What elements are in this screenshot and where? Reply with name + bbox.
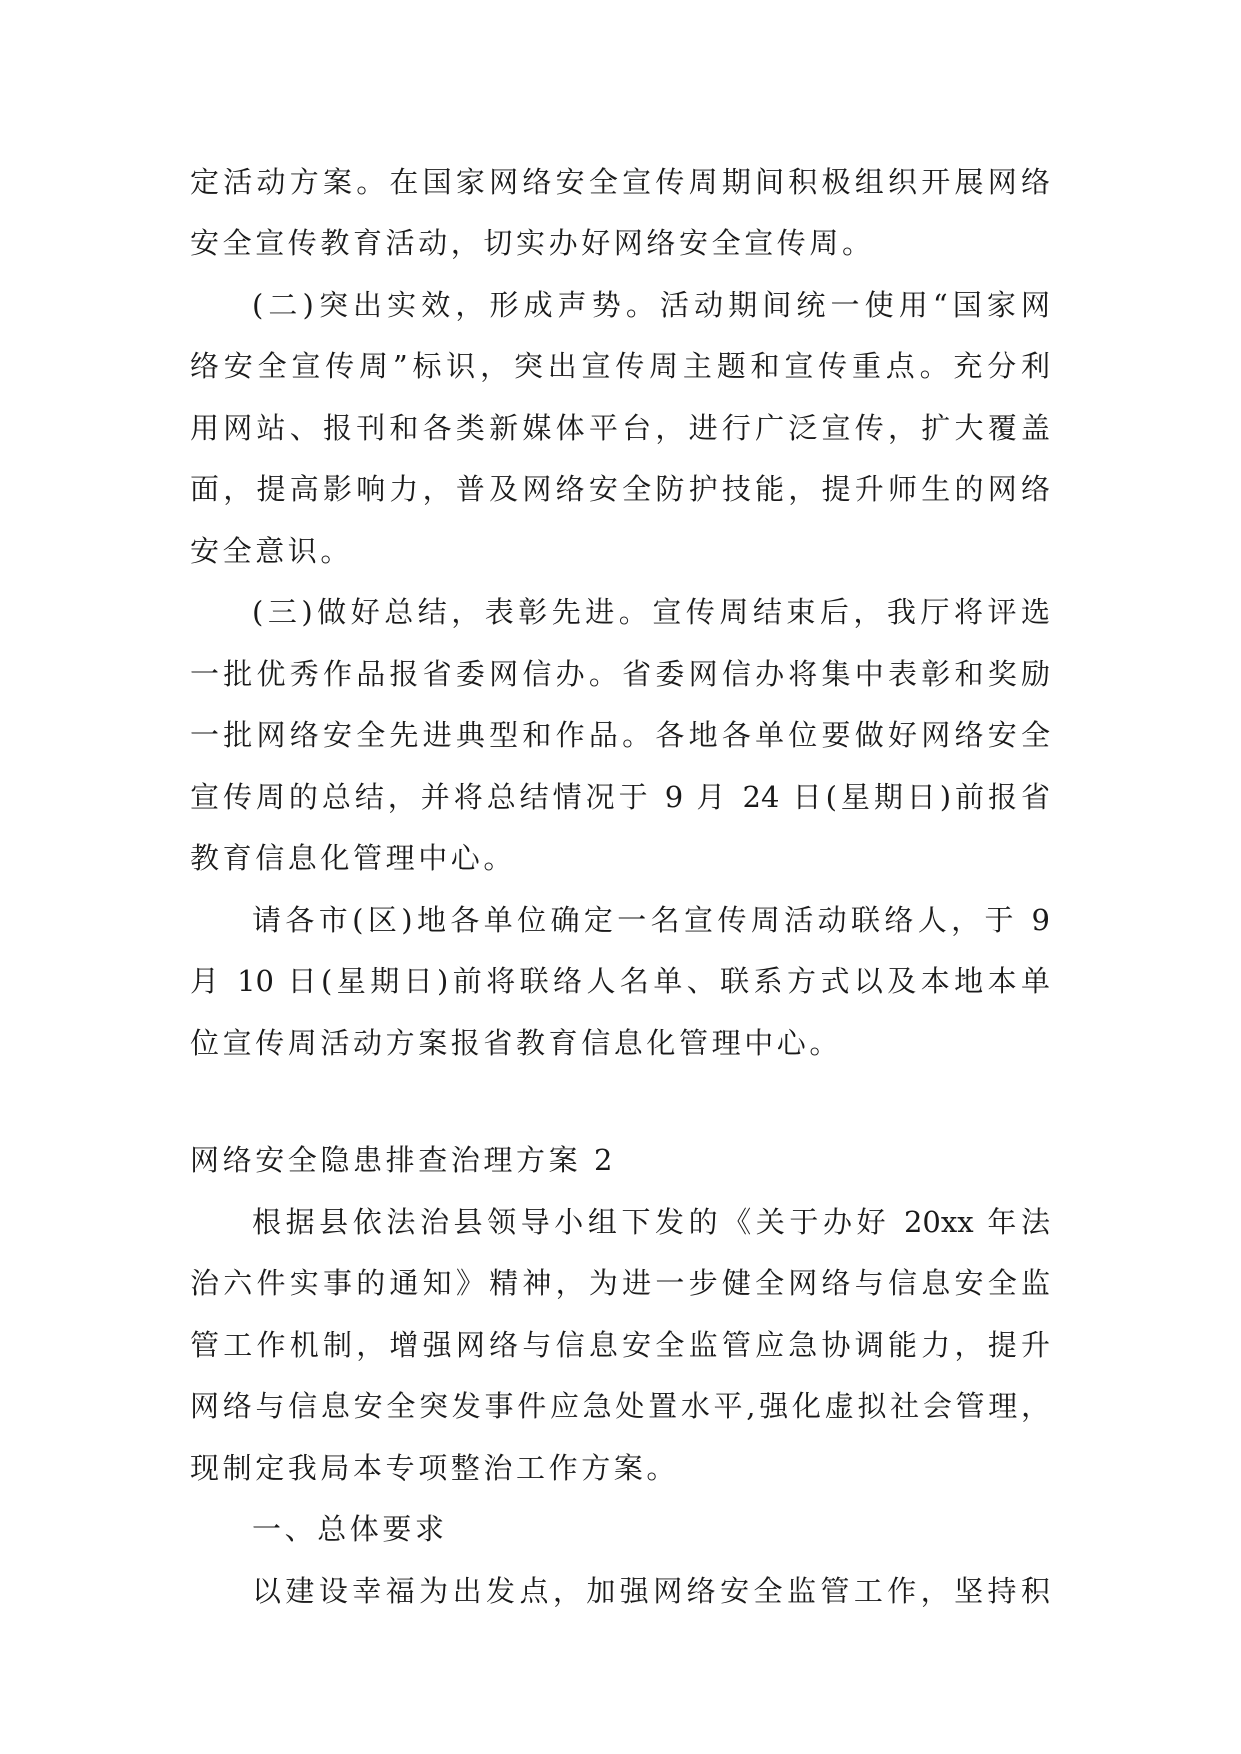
text-line: 现制定我局本专项整治工作方案。 <box>190 1451 680 1485</box>
text-line: 月 10 日(星期日)前将联络人名单、联系方式以及本地本单 <box>190 964 1050 998</box>
text-line: 以建设幸福为出发点，加强网络安全监管工作，坚持积 <box>252 1574 1050 1608</box>
text-line: 请各市(区)地各单位确定一名宣传周活动联络人，于 9 <box>252 903 1050 937</box>
text-line: 教育信息化管理中心。 <box>190 841 517 875</box>
text-line: 宣传周的总结，并将总结情况于 9 月 24 日(星期日)前报省 <box>190 780 1050 814</box>
text-line: 治六件实事的通知》精神，为进一步健全网络与信息安全监 <box>190 1266 1050 1300</box>
text-line: 管工作机制，增强网络与信息安全监管应急协调能力，提升 <box>190 1328 1050 1362</box>
text-line: 面，提高影响力，普及网络安全防护技能，提升师生的网络 <box>190 472 1050 506</box>
text-line: (二)突出实效，形成声势。活动期间统一使用“国家网 <box>252 288 1050 322</box>
text-line: 安全宣传教育活动，切实办好网络安全宣传周。 <box>190 226 875 260</box>
text-line: 网络与信息安全突发事件应急处置水平,强化虚拟社会管理， <box>190 1389 1050 1423</box>
text-line: 一批优秀作品报省委网信办。省委网信办将集中表彰和奖励 <box>190 657 1050 691</box>
section-heading: 网络安全隐患排查治理方案 2 <box>190 1143 617 1177</box>
text-line: (三)做好总结，表彰先进。宣传周结束后，我厅将评选 <box>252 595 1050 629</box>
text-line: 根据县依法治县领导小组下发的《关于办好 20xx 年法 <box>252 1205 1050 1239</box>
subsection-heading: 一、总体要求 <box>252 1512 448 1546</box>
text-line: 络安全宣传周”标识，突出宣传周主题和宣传重点。充分利 <box>190 349 1050 383</box>
text-line: 定活动方案。在国家网络安全宣传周期间积极组织开展网络 <box>190 165 1050 199</box>
text-line: 一批网络安全先进典型和作品。各地各单位要做好网络安全 <box>190 718 1050 752</box>
text-line: 用网站、报刊和各类新媒体平台，进行广泛宣传，扩大覆盖 <box>190 411 1050 445</box>
text-line: 位宣传周活动方案报省教育信息化管理中心。 <box>190 1026 843 1060</box>
text-line: 安全意识。 <box>190 534 354 568</box>
